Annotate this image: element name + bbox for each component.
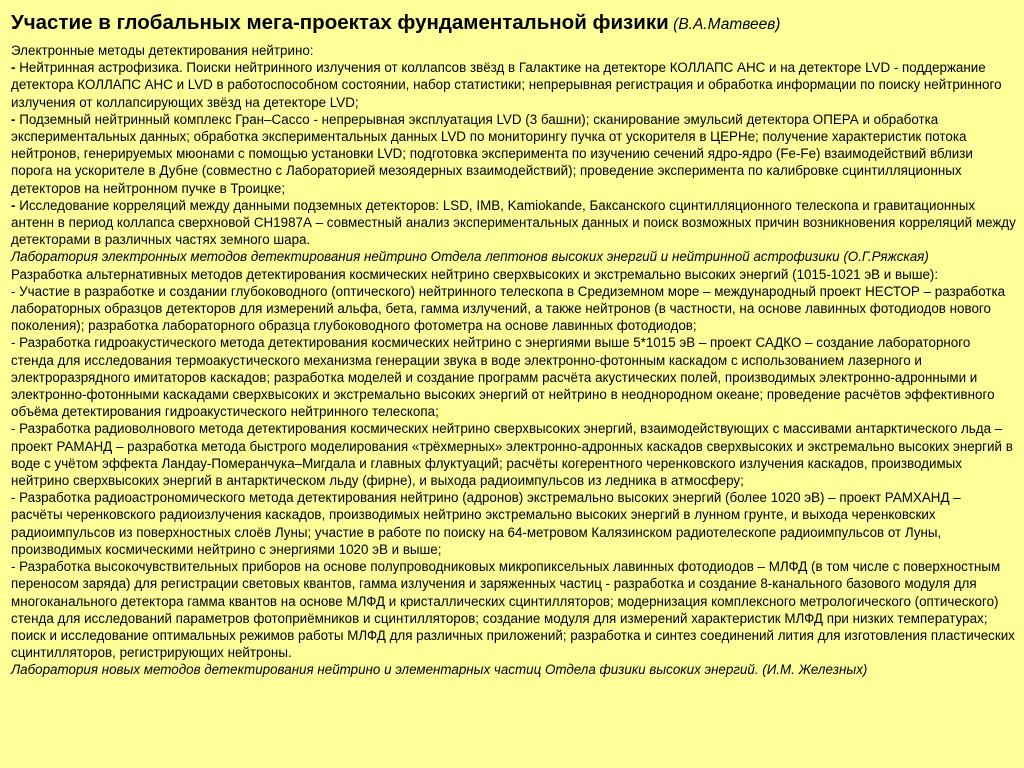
- list-item: [11, 197, 1016, 249]
- list-item-text: Нейтринная астрофизика. Поиски нейтринного излучения от коллапсов звёзд в Галактике на детекторе КОЛЛАПС АНС и на детекторе LVD - поддержание детектора КОЛЛАПС АНС и LVD в работоспособном состоянии, набор статистики; непрерывная регистрация и обработка информации по поиску нейтринного излучения от коллапсирующих звёзд на детекторе LVD;: [11, 60, 1002, 110]
- list-item: - Разработка гидроакустического метода детектирования космических нейтрино с энергиями выше 5*1015 эВ – проект САДКО – создание лабораторного стенда для исследования термоакустического механизма генерации звука в воде электронно-фотонным каскадом с использованием лазерного и электроразрядного имитаторов каскадов; разработка моделей и создание программ расчёта акустических полей, производимых электронно-адронными и электронно-фотонными каскадами сверхвысоких и экстремально высоких энергий от нейтрино в неоднородном океане; проведение расчётов эффективного объёма детектирования гидроакустического нейтринного телескопа;: [11, 335, 995, 420]
- list-item: - Разработка высокочувствительных приборов на основе полупроводниковых микропиксельных лавинных фотодиодов – МЛФД (в том числе с поверхностным переносом заряда) для регистрации световых квантов, гамма излучения и заряженных частиц - разработка и создание 8-канального базового модуля для многоканального детектора гамма квантов на основе МЛФД и кристаллических сцинтилляторов; модернизация комплексного метрологического (оптического) стенда для исследований параметров фотоприёмников и сцинтилляторов; создание модуля для измерений характеристик МЛФД при низких температурах; поиск и исследование оптимальных режимов работы МЛФД для различных приложений; разработка и синтез соединений лития для изготовления пластических сцинтилляторов, регистрирующих нейтроны.: [11, 559, 1015, 661]
- bullet-dash: -: [11, 111, 16, 127]
- laboratory-caption: Лаборатория новых методов детектирования нейтрино и элементарных частиц Отдела физики высоких энергий. (И.М. Железных): [11, 662, 868, 678]
- page-author: (В.А.Матвеев): [673, 16, 781, 33]
- body-text: [11, 42, 1016, 679]
- list-item-text: Исследование корреляций между данными подземных детекторов: LSD, IMB, Kamiokande, Баксанского сцинтилляционного телескопа и гравитационных антенн в период коллапса сверхновой СН1987А – совместный анализ экспериментальных данных и поиск возможных причин возникновения корреляций между детекторами в различных частях земного шара.: [11, 197, 1016, 248]
- bullet-dash: -: [11, 60, 16, 76]
- section-heading: Разработка альтернативных методов детектирования космических нейтрино сверхвысоких и экстремально высоких энергий (1015-1021 эВ и выше):: [11, 266, 939, 282]
- list-item: - Разработка радиоастрономического метода детектирования нейтрино (адронов) экстремально высоких энергий (более 1020 эВ) – проект РАМХАНД – расчёты черенковского радиоизлучения каскадов, производимых нейтрино экстремально высоких энергий в лунном грунте, и выхода черенковских радиоимпульсов из поверхностных слоёв Луны; участие в работе по поиску на 64-метровом Калязинском радиотелескопе радиоимпульсов от Луны, производимых космическими нейтрино с энергиями 1020 эВ и выше;: [11, 490, 961, 557]
- list-item: [11, 59, 1016, 111]
- title-line: [11, 6, 1016, 42]
- laboratory-caption: Лаборатория электронных методов детектирования нейтрино Отдела лептонов высоких энергий и нейтринной астрофизики (О.Г.Ряжская): [11, 249, 929, 265]
- page-title: Участие в глобальных мега-проектах фундаментальной физики: [11, 11, 669, 34]
- section-heading: Электронные методы детектирования нейтрино:: [11, 43, 314, 58]
- bullet-dash: -: [11, 197, 16, 213]
- list-item-text: Подземный нейтринный комплекс Гран–Сассо - непрерывная эксплуатация LVD (3 башни); сканирование эмульсий детектора ОПЕРА и обработка экспериментальных данных; обработка экспериментальных данных LVD по мониторингу пучка от ускорителя в ЦЕРНе; получение характеристик потока нейтронов, генерируемых мюонами с помощью установки LVD; подготовка эксперимента по изучению сечений ядро-ядро (Fe-Fe) взаимодействий вблизи порога на ускорителе в Дубне (совместно с Лабораторией мезоядерных взаимодействий); проведение эксперимента по калибровке сцинтилляционных детекторов на нейтронном пучке в Троицке;: [11, 111, 973, 196]
- list-item: - Участие в разработке и создании глубоководного (оптического) нейтринного телескопа в Средиземном море – международный проект НЕСТОР – разработка лабораторных образцов детекторов для измерений альфа, бета, гамма излучений, а также нейтронов (в частности, на основе лавинных фотодиодов нового поколения); разработка лабораторного образца глубоководного фотометра на основе лавинных фотодиодов;: [11, 283, 1006, 334]
- list-item: [11, 111, 1016, 197]
- list-item: - Разработка радиоволнового метода детектирования космических нейтрино сверхвысоких энергий, взаимодействующих с массивами антарктического льда – проект РАМАНД – разработка метода быстрого моделирования «трёхмерных» электронно-адронных каскадов сверхвысоких и экстремально высоких энергий в воде с учётом эффекта Ландау-Померанчука–Мигдала и главных флуктуаций; расчёты когерентного черенковского излучения каскадов, производимых нейтрино сверхвысоких энергий в антарктическом льду (фирне), и выхода радиоимпульсов из ледника в атмосферу;: [11, 421, 1013, 489]
